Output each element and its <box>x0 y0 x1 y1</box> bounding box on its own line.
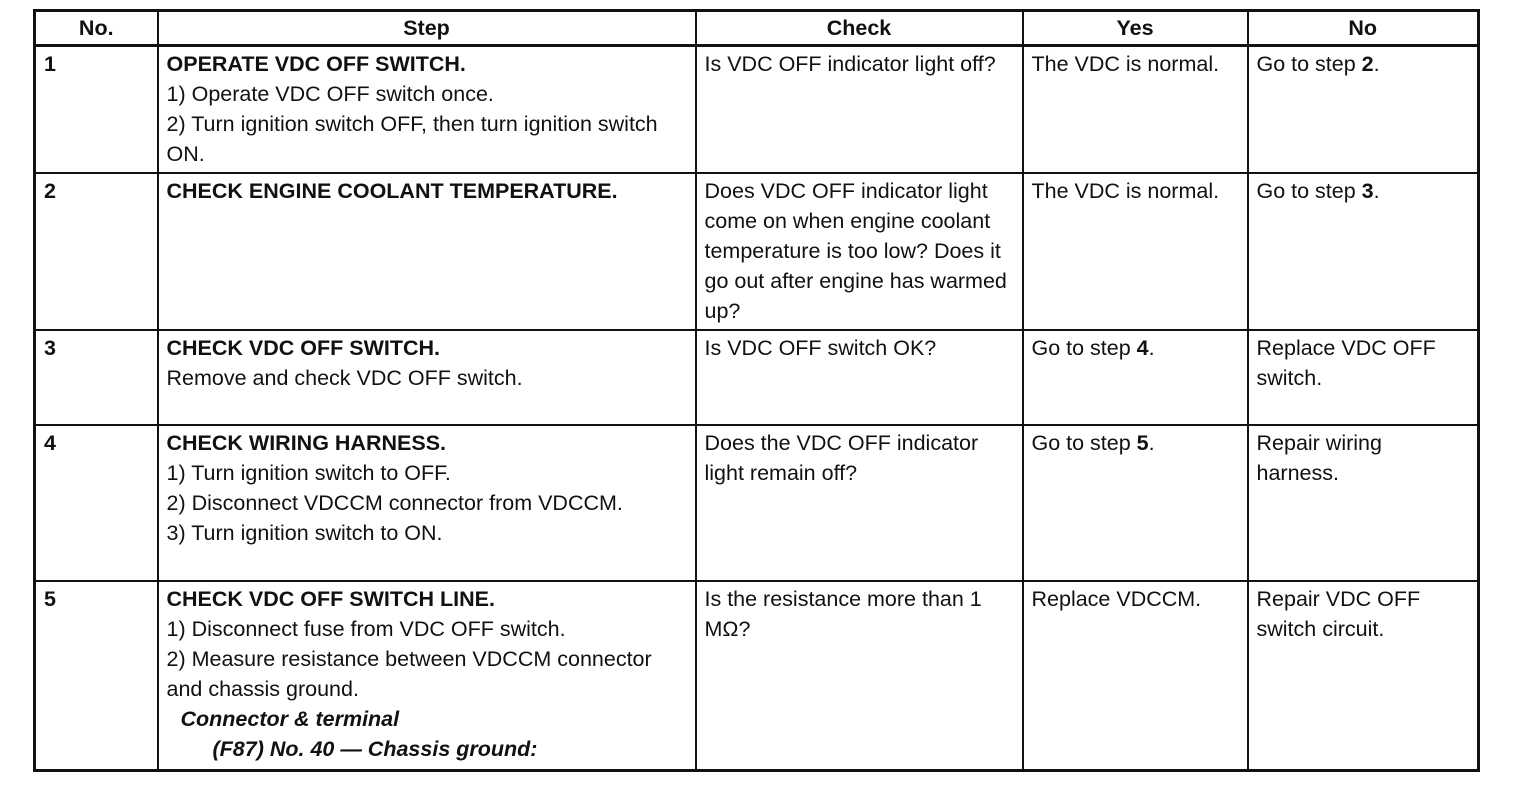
step-cell <box>158 173 696 330</box>
yes-cell <box>1023 425 1248 581</box>
connector-label: Connector & terminal <box>180 706 400 731</box>
yes-cell: The VDC is normal. <box>1023 46 1248 173</box>
no-cell: Replace VDC OFF switch. <box>1248 330 1479 425</box>
step-cell <box>158 425 696 581</box>
table-row <box>35 173 1479 330</box>
header-check: Check <box>696 11 1023 46</box>
yes-prefix: Go to step <box>1031 430 1137 455</box>
step-title: CHECK ENGINE COOLANT TEMPERATURE. <box>166 178 618 203</box>
check-cell: Does the VDC OFF indicator light remain off? <box>696 425 1023 581</box>
yes-cell <box>1023 330 1248 425</box>
goto-step-number: 2 <box>1361 52 1374 76</box>
step-line: 2) Disconnect VDCCM connector from VDCCM. <box>166 490 623 515</box>
step-line: 1) Disconnect fuse from VDC OFF switch. <box>166 616 566 641</box>
goto-step-number: 3 <box>1361 178 1374 203</box>
no-cell: Repair wiring harness. <box>1248 425 1479 581</box>
table-row <box>35 581 1479 771</box>
table-row <box>35 46 1479 173</box>
goto-step-number: 4 <box>1136 335 1149 360</box>
step-number: 5 <box>35 581 158 771</box>
diagnostic-table <box>33 9 1480 772</box>
check-cell: Is VDC OFF indicator light off? <box>696 46 1023 173</box>
check-cell: Is the resistance more than 1 MΩ? <box>696 581 1023 771</box>
header-yes: Yes <box>1023 11 1248 46</box>
table-row <box>35 330 1479 425</box>
step-cell <box>158 581 696 771</box>
step-title: CHECK VDC OFF SWITCH. <box>166 335 441 360</box>
no-prefix: Go to step <box>1256 178 1362 203</box>
step-line: 3) Turn ignition switch to ON. <box>166 520 443 545</box>
step-line: Remove and check VDC OFF switch. <box>166 365 523 390</box>
step-title: CHECK VDC OFF SWITCH LINE. <box>166 586 495 611</box>
yes-cell: The VDC is normal. <box>1023 173 1248 330</box>
no-cell: Repair VDC OFF switch circuit. <box>1248 581 1479 771</box>
step-line: 1) Turn ignition switch to OFF. <box>166 460 451 485</box>
no-cell <box>1248 173 1479 330</box>
goto-step-number: 5 <box>1136 430 1149 455</box>
no-suffix: . <box>1373 178 1380 203</box>
yes-cell: Replace VDCCM. <box>1023 581 1248 771</box>
step-number: 2 <box>35 173 158 330</box>
check-cell: Does VDC OFF indicator light come on when engine coolant temperature is too low? Does it go out after engine has warmed up? <box>696 173 1023 330</box>
header-no: No. <box>35 11 158 46</box>
yes-prefix: Go to step <box>1031 335 1137 360</box>
check-cell: Is VDC OFF switch OK? <box>696 330 1023 425</box>
no-suffix: . <box>1373 52 1380 76</box>
table-row <box>35 425 1479 581</box>
step-title: CHECK WIRING HARNESS. <box>166 430 447 455</box>
no-cell <box>1248 46 1479 173</box>
header-no-result: No <box>1248 11 1479 46</box>
step-line: 1) Operate VDC OFF switch once. <box>166 82 494 106</box>
step-number: 1 <box>35 46 158 173</box>
step-number: 3 <box>35 330 158 425</box>
no-prefix: Go to step <box>1256 52 1362 76</box>
header-row <box>35 11 1479 46</box>
step-cell <box>158 330 696 425</box>
connector-terminal: (F87) No. 40 — Chassis ground: <box>212 736 538 761</box>
step-line: 2) Turn ignition switch OFF, then turn ignition switch ON. <box>166 112 658 166</box>
step-title: OPERATE VDC OFF SWITCH. <box>166 52 466 76</box>
step-number: 4 <box>35 425 158 581</box>
yes-suffix: . <box>1148 430 1155 455</box>
header-step: Step <box>158 11 696 46</box>
step-cell <box>158 46 696 173</box>
yes-suffix: . <box>1148 335 1155 360</box>
step-line: 2) Measure resistance between VDCCM connector and chassis ground. <box>166 646 652 701</box>
